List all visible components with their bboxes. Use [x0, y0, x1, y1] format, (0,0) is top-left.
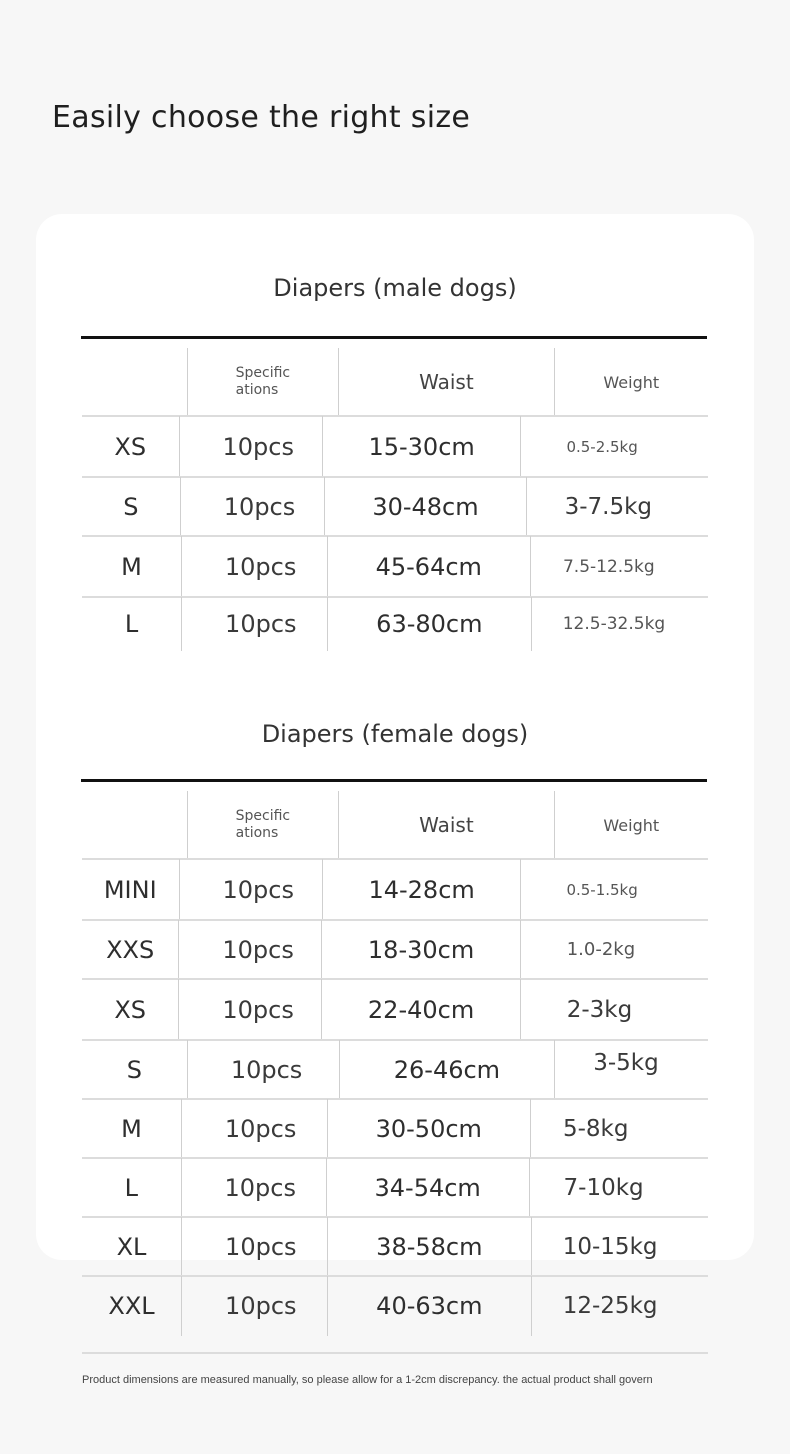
- waist-cell: 30-50cm: [327, 1099, 530, 1158]
- header-specifications: Specific ations: [187, 791, 339, 859]
- male-size-table: [82, 348, 708, 651]
- size-cell: M: [121, 1114, 142, 1143]
- size-cell: MINI: [103, 875, 157, 904]
- spec-cell: 10pcs: [178, 979, 321, 1040]
- size-cell: XXL: [108, 1292, 155, 1320]
- weight-cell: 7.5-12.5kg: [530, 536, 708, 597]
- header-weight: Weight: [554, 348, 708, 416]
- size-cell: XS: [114, 995, 147, 1024]
- table-row: [82, 1040, 708, 1099]
- weight-cell: 12-25kg: [531, 1276, 708, 1336]
- table-row: [82, 979, 708, 1040]
- waist-cell: 15-30cm: [322, 416, 521, 477]
- size-cell: XS: [114, 432, 147, 461]
- size-cell: S: [126, 1055, 143, 1084]
- page-title: Easily choose the right size: [52, 100, 471, 135]
- spec-cell: 10pcs: [178, 920, 321, 979]
- footnote-text: Product dimensions are measured manually, so please allow for a 1-2cm discrepancy. the actual product shall govern: [82, 1374, 653, 1386]
- spec-cell: 10pcs: [181, 1217, 327, 1276]
- table-row: [82, 597, 708, 651]
- table-row: [82, 416, 708, 477]
- header-waist: Waist: [338, 348, 553, 416]
- table-row: [82, 1276, 708, 1336]
- female-header-row: [82, 791, 708, 859]
- table-row: [82, 1217, 708, 1276]
- header-size: [82, 348, 187, 416]
- size-cell: S: [123, 492, 139, 521]
- weight-cell: 0.5-2.5kg: [520, 416, 708, 477]
- waist-cell: 45-64cm: [327, 536, 530, 597]
- waist-cell: 14-28cm: [322, 859, 521, 920]
- female-size-table: [82, 791, 708, 1336]
- weight-cell: 5-8kg: [530, 1099, 708, 1158]
- size-cell: M: [121, 552, 142, 581]
- male-section-title: Diapers (male dogs): [273, 274, 517, 302]
- spec-cell: 10pcs: [180, 477, 325, 536]
- footnote-divider: [82, 1352, 708, 1354]
- header-specifications: Specific ations: [187, 348, 339, 416]
- waist-cell: 22-40cm: [321, 979, 519, 1040]
- waist-cell: 18-30cm: [321, 920, 519, 979]
- waist-cell: 34-54cm: [326, 1158, 529, 1217]
- female-table-top-rule: [81, 779, 707, 782]
- weight-cell: 3-5kg: [554, 1040, 708, 1099]
- table-row: [82, 920, 708, 979]
- header-weight: Weight: [554, 791, 708, 859]
- table-row: [82, 477, 708, 536]
- weight-cell: 0.5-1.5kg: [520, 859, 708, 920]
- spec-cell: 10pcs: [181, 597, 327, 651]
- spec-cell: 10pcs: [181, 1158, 326, 1217]
- weight-cell: 10-15kg: [531, 1217, 708, 1276]
- spec-cell: 10pcs: [187, 1040, 339, 1099]
- table-row: [82, 1158, 708, 1217]
- weight-cell: 7-10kg: [529, 1158, 708, 1217]
- spec-cell: 10pcs: [179, 859, 322, 920]
- male-header-row: [82, 348, 708, 416]
- male-table-top-rule: [81, 336, 707, 339]
- table-row: [82, 1099, 708, 1158]
- size-cell: L: [124, 610, 139, 638]
- waist-cell: 40-63cm: [327, 1276, 531, 1336]
- table-row: [82, 859, 708, 920]
- waist-cell: 38-58cm: [327, 1217, 531, 1276]
- waist-cell: 26-46cm: [339, 1040, 555, 1099]
- size-cell: XXS: [106, 935, 155, 964]
- weight-cell: 1.0-2kg: [520, 920, 708, 979]
- header-size: [82, 791, 187, 859]
- waist-cell: 30-48cm: [324, 477, 525, 536]
- spec-cell: 10pcs: [181, 1276, 327, 1336]
- table-row: [82, 536, 708, 597]
- weight-cell: 2-3kg: [520, 979, 708, 1040]
- weight-cell: 3-7.5kg: [526, 477, 708, 536]
- spec-cell: 10pcs: [179, 416, 322, 477]
- spec-cell: 10pcs: [181, 536, 327, 597]
- female-section-title: Diapers (female dogs): [261, 720, 529, 748]
- weight-cell: 12.5-32.5kg: [531, 597, 708, 651]
- spec-cell: 10pcs: [181, 1099, 327, 1158]
- size-cell: XL: [116, 1232, 147, 1261]
- waist-cell: 63-80cm: [327, 597, 531, 651]
- header-waist: Waist: [338, 791, 553, 859]
- size-cell: L: [124, 1173, 138, 1202]
